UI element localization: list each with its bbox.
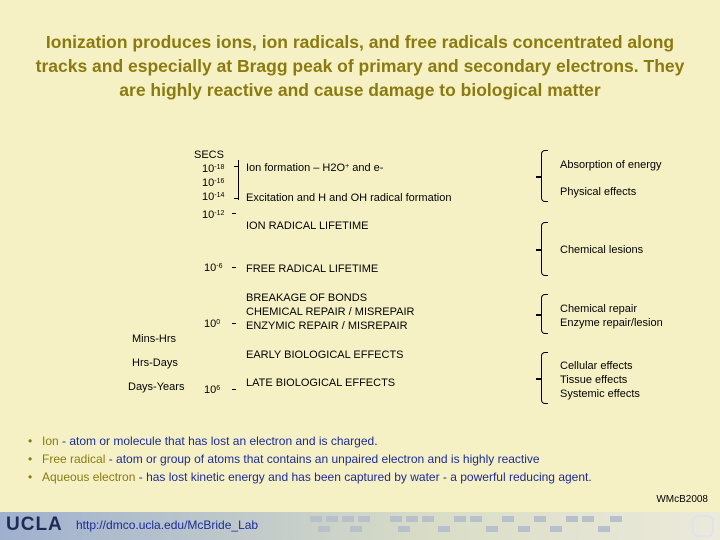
event-ion-formation: Ion formation – H2O+ and e- — [246, 162, 384, 174]
time-1e-12: $10^{-12}$ — [202, 209, 225, 221]
ucla-logo: UCLA — [6, 514, 63, 535]
timeline-axis-top — [238, 160, 239, 200]
event-ion-radical-lifetime: ION RADICAL LIFETIME — [246, 220, 369, 232]
time-1e-14: $10^{-14}$ — [202, 191, 225, 203]
definition-item: • Ion - atom or molecule that has lost an electron and is charged. — [28, 434, 378, 448]
category-tissue: Tissue effects — [560, 374, 628, 386]
category-chemical-repair: Chemical repair — [560, 303, 638, 315]
event-excitation: Excitation and H and OH radical formation — [246, 192, 452, 204]
time-label-days-years: Days-Years — [128, 381, 185, 393]
axis-tick — [234, 198, 238, 199]
time-label-mins-hrs: Mins-Hrs — [132, 333, 176, 345]
brace-physical — [541, 150, 548, 202]
axis-tick — [232, 213, 236, 214]
time-1e0: $10^0$ — [204, 318, 221, 330]
axis-tick — [232, 267, 236, 268]
time-1e-16: $10^{-16}$ — [202, 177, 225, 189]
time-1e6: $10^6$ — [204, 384, 221, 396]
secs-header: SECS — [194, 149, 224, 161]
event-enzymic-repair: ENZYMIC REPAIR / MISREPAIR — [246, 320, 408, 332]
brace-biological — [541, 352, 548, 404]
category-chemical-lesions: Chemical lesions — [560, 244, 644, 256]
footer-url-link[interactable]: http://dmco.ucla.edu/McBride_Lab — [76, 518, 259, 532]
axis-tick — [234, 166, 238, 167]
event-chemical-repair: CHEMICAL REPAIR / MISREPAIR — [246, 306, 415, 318]
brace-chemical-lesions — [541, 222, 548, 276]
definitions-list — [28, 432, 708, 486]
corner-logo-icon — [692, 515, 714, 537]
event-late-effects: LATE BIOLOGICAL EFFECTS — [246, 377, 396, 389]
definition-item: • Aqueous electron - has lost kinetic energy and has been captured by water - a powerful reducing agent. — [28, 470, 592, 484]
axis-tick — [232, 323, 236, 324]
time-1e-18: $10^{-18}$ — [202, 163, 225, 175]
time-1e-6: $10^{-6}$ — [204, 262, 223, 274]
category-systemic: Systemic effects — [560, 388, 640, 400]
author-credit: WMcB2008 — [656, 494, 708, 505]
category-physical: Physical effects — [560, 186, 637, 198]
definition-item: • Free radical - atom or group of atoms that contains an unpaired electron and is highly reactive — [28, 452, 540, 466]
time-label-hrs-days: Hrs-Days — [132, 357, 178, 369]
category-enzyme-repair: Enzyme repair/lesion — [560, 317, 663, 329]
category-absorption: Absorption of energy — [560, 159, 662, 171]
brace-repair — [541, 294, 548, 334]
footer-bar — [0, 512, 720, 540]
event-breakage: BREAKAGE OF BONDS — [246, 292, 368, 304]
axis-tick — [232, 389, 236, 390]
slide-title: Ionization produces ions, ion radicals, and free radicals concentrated along tracks and especially at Bragg peak of primary and secondary electrons. They are highly reactive and cause damage to biological matter — [35, 32, 685, 100]
event-free-radical-lifetime: FREE RADICAL LIFETIME — [246, 263, 379, 275]
event-early-effects: EARLY BIOLOGICAL EFFECTS — [246, 349, 404, 361]
category-cellular: Cellular effects — [560, 360, 633, 372]
